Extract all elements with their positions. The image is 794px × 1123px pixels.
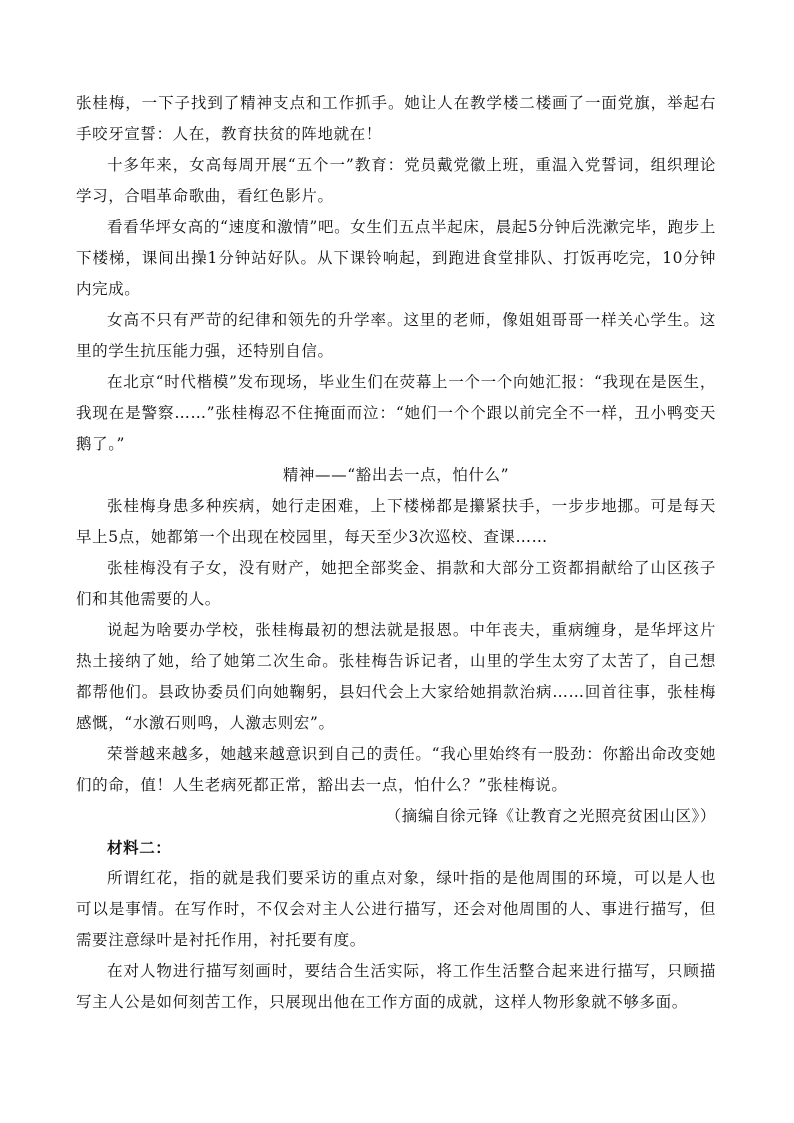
paragraph: 张桂梅没有子女，没有财产，她把全部奖金、捐款和大部分工资都捐献给了山区孩子们和其他需要的人。 bbox=[76, 559, 716, 608]
section-heading: 精神——“豁出去一点，怕什么” bbox=[282, 466, 510, 484]
paragraph: 十多年来，女高每周开展“五个一”教育：党员戴党徽上班，重温入党誓词，组织理论学习，合唱革命歌曲，看红色影片。 bbox=[76, 156, 716, 205]
paragraph: 张桂梅身患多种疾病，她行走困难，上下楼梯都是攥紧扶手，一步步地挪。可是每天早上5点，她都第一个出现在校园里，每天至少3次巡校、查课…… bbox=[76, 497, 716, 546]
paragraph: 在对人物进行描写刻画时，要结合生活实际，将工作生活整合起来进行描写，只顾描写主人公是如何刻苦工作，只展现出他在工作方面的成就，这样人物形象就不够多面。 bbox=[76, 962, 716, 1011]
paragraph: 所谓红花，指的就是我们要采访的重点对象，绿叶指的是他周围的环境，可以是人也可以是事情。在写作时，不仅会对主人公进行描写，还会对他周围的人、事进行描写，但需要注意绿叶是衬托作用，衬托要有度。 bbox=[76, 869, 716, 949]
paragraph: 荣誉越来越多，她越来越意识到自己的责任。“我心里始终有一股劲：你豁出命改变她们的命，值！人生老病死都正常，豁出去一点，怕什么？”张桂梅说。 bbox=[76, 745, 716, 794]
document-body bbox=[76, 88, 716, 1018]
paragraph: 看看华坪女高的“速度和激情”吧。女生们五点半起床，晨起5分钟后洗漱完毕，跑步上下楼梯，课间出操1分钟站好队。从下课铃响起，到跑进食堂排队、打饭再吃完，10分钟内完成。 bbox=[76, 218, 716, 298]
paragraph: 女高不只有严苛的纪律和领先的升学率。这里的老师，像姐姐哥哥一样关心学生。这里的学生抗压能力强，还特别自信。 bbox=[76, 311, 716, 360]
paragraph: 说起为啥要办学校，张桂梅最初的想法就是报恩。中年丧夫，重病缠身，是华坪这片热土接纳了她，给了她第二次生命。张桂梅告诉记者，山里的学生太穷了太苦了，自己想都帮他们。县政协委员们向她鞠躬，县妇代会上大家给她捐款治病……回首往事，张桂梅感慨，“水激石则鸣，人激志则宏”。 bbox=[76, 621, 716, 732]
paragraph: 张桂梅，一下子找到了精神支点和工作抓手。她让人在教学楼二楼画了一面党旗，举起右手咬牙宣誓：人在，教育扶贫的阵地就在！ bbox=[76, 94, 716, 143]
paragraph: 在北京“时代楷模”发布现场，毕业生们在荧幕上一个一个向她汇报：“我现在是医生，我现在是警察……”张桂梅忍不住掩面而泣：“她们一个个跟以前完全不一样，丑小鸭变天鹅了。” bbox=[76, 373, 716, 453]
material-label: 材料二： bbox=[107, 838, 172, 857]
source-citation: （摘编自徐元锋《让教育之光照亮贫困山区》） bbox=[385, 807, 716, 825]
